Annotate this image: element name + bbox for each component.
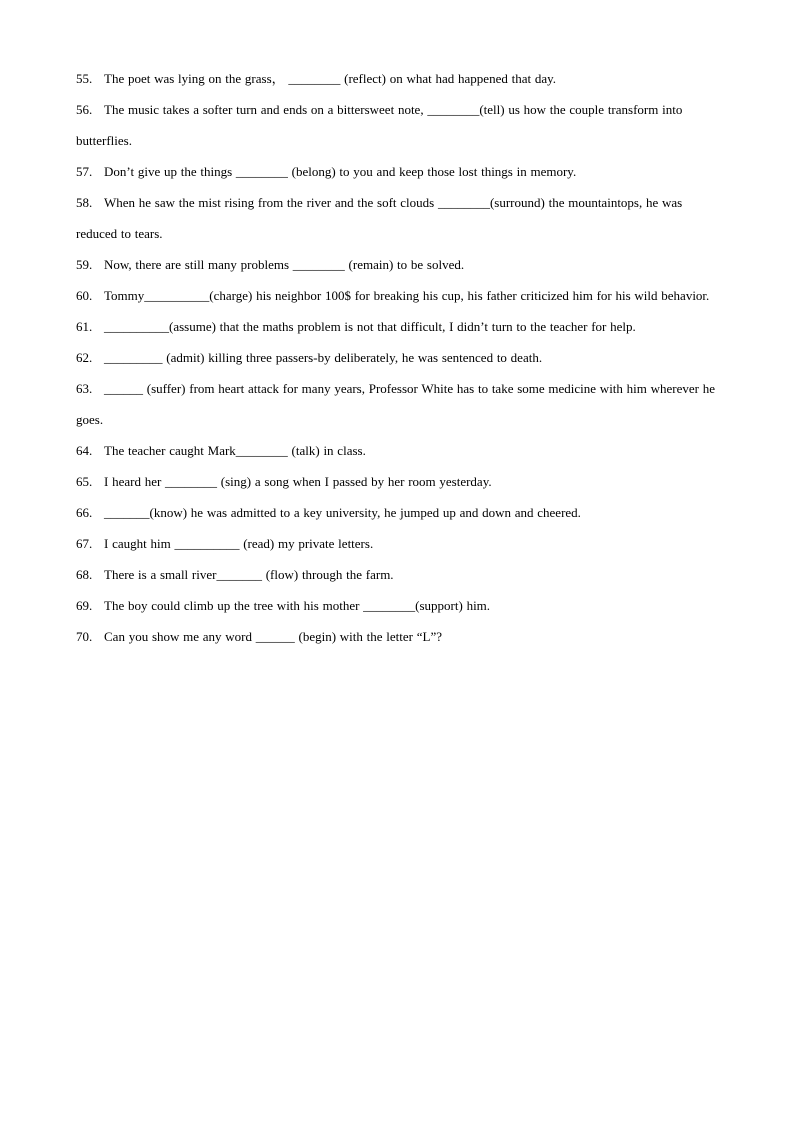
question-number: 62. (76, 350, 93, 365)
question-number: 65. (76, 474, 93, 489)
question-text: ______ (suffer) from heart attack for many years, Professor White has to take some medicine with him wherever he goes. (76, 381, 716, 427)
question-70 (76, 621, 726, 652)
question-number: 60. (76, 288, 93, 303)
question-number: 63. (76, 381, 93, 396)
question-61 (76, 311, 726, 342)
question-text: The poet was lying on the grass， ________ (reflect) on what had happened that day. (104, 71, 557, 86)
question-text: Don’t give up the things ________ (belong) to you and keep those lost things in memory. (104, 164, 577, 179)
question-65 (76, 466, 726, 497)
question-number: 61. (76, 319, 93, 334)
question-59 (76, 249, 726, 280)
question-number: 59. (76, 257, 93, 272)
question-number: 68. (76, 567, 93, 582)
question-text: _______(know) he was admitted to a key university, he jumped up and down and cheered. (104, 505, 581, 520)
question-number: 55. (76, 71, 93, 86)
question-67 (76, 528, 726, 559)
question-text: The boy could climb up the tree with his mother ________(support) him. (104, 598, 491, 613)
question-57 (76, 156, 726, 187)
question-text: Now, there are still many problems ________ (remain) to be solved. (104, 257, 465, 272)
question-number: 67. (76, 536, 93, 551)
question-text: I caught him __________ (read) my private letters. (104, 536, 374, 551)
question-69 (76, 590, 726, 621)
question-number: 58. (76, 195, 93, 210)
question-number: 57. (76, 164, 93, 179)
question-text: _________ (admit) killing three passers-by deliberately, he was sentenced to death. (104, 350, 543, 365)
question-text: The teacher caught Mark________ (talk) in class. (104, 443, 366, 458)
question-text: Can you show me any word ______ (begin) with the letter “L”? (104, 629, 442, 644)
question-63 (76, 373, 726, 435)
question-number: 66. (76, 505, 93, 520)
question-number: 70. (76, 629, 93, 644)
question-56 (76, 94, 726, 156)
question-number: 64. (76, 443, 93, 458)
question-62 (76, 342, 726, 373)
worksheet-body (76, 63, 726, 652)
question-text: I heard her ________ (sing) a song when I passed by her room yesterday. (104, 474, 492, 489)
question-60 (76, 280, 726, 311)
question-number: 56. (76, 102, 93, 117)
question-66 (76, 497, 726, 528)
question-number: 69. (76, 598, 93, 613)
question-text: There is a small river_______ (flow) through the farm. (104, 567, 394, 582)
question-64 (76, 435, 726, 466)
question-text: When he saw the mist rising from the river and the soft clouds ________(surround) the mountaintops, he was reduced to tears. (76, 195, 683, 241)
question-text: Tommy__________(charge) his neighbor 100$ for breaking his cup, his father criticized him for his wild behavior. (104, 288, 710, 303)
question-58 (76, 187, 726, 249)
question-text: __________(assume) that the maths problem is not that difficult, I didn’t turn to the teacher for help. (104, 319, 636, 334)
question-text: The music takes a softer turn and ends on a bittersweet note, ________(tell) us how the couple transform into butterflies. (76, 102, 683, 148)
question-68 (76, 559, 726, 590)
question-55 (76, 63, 726, 94)
